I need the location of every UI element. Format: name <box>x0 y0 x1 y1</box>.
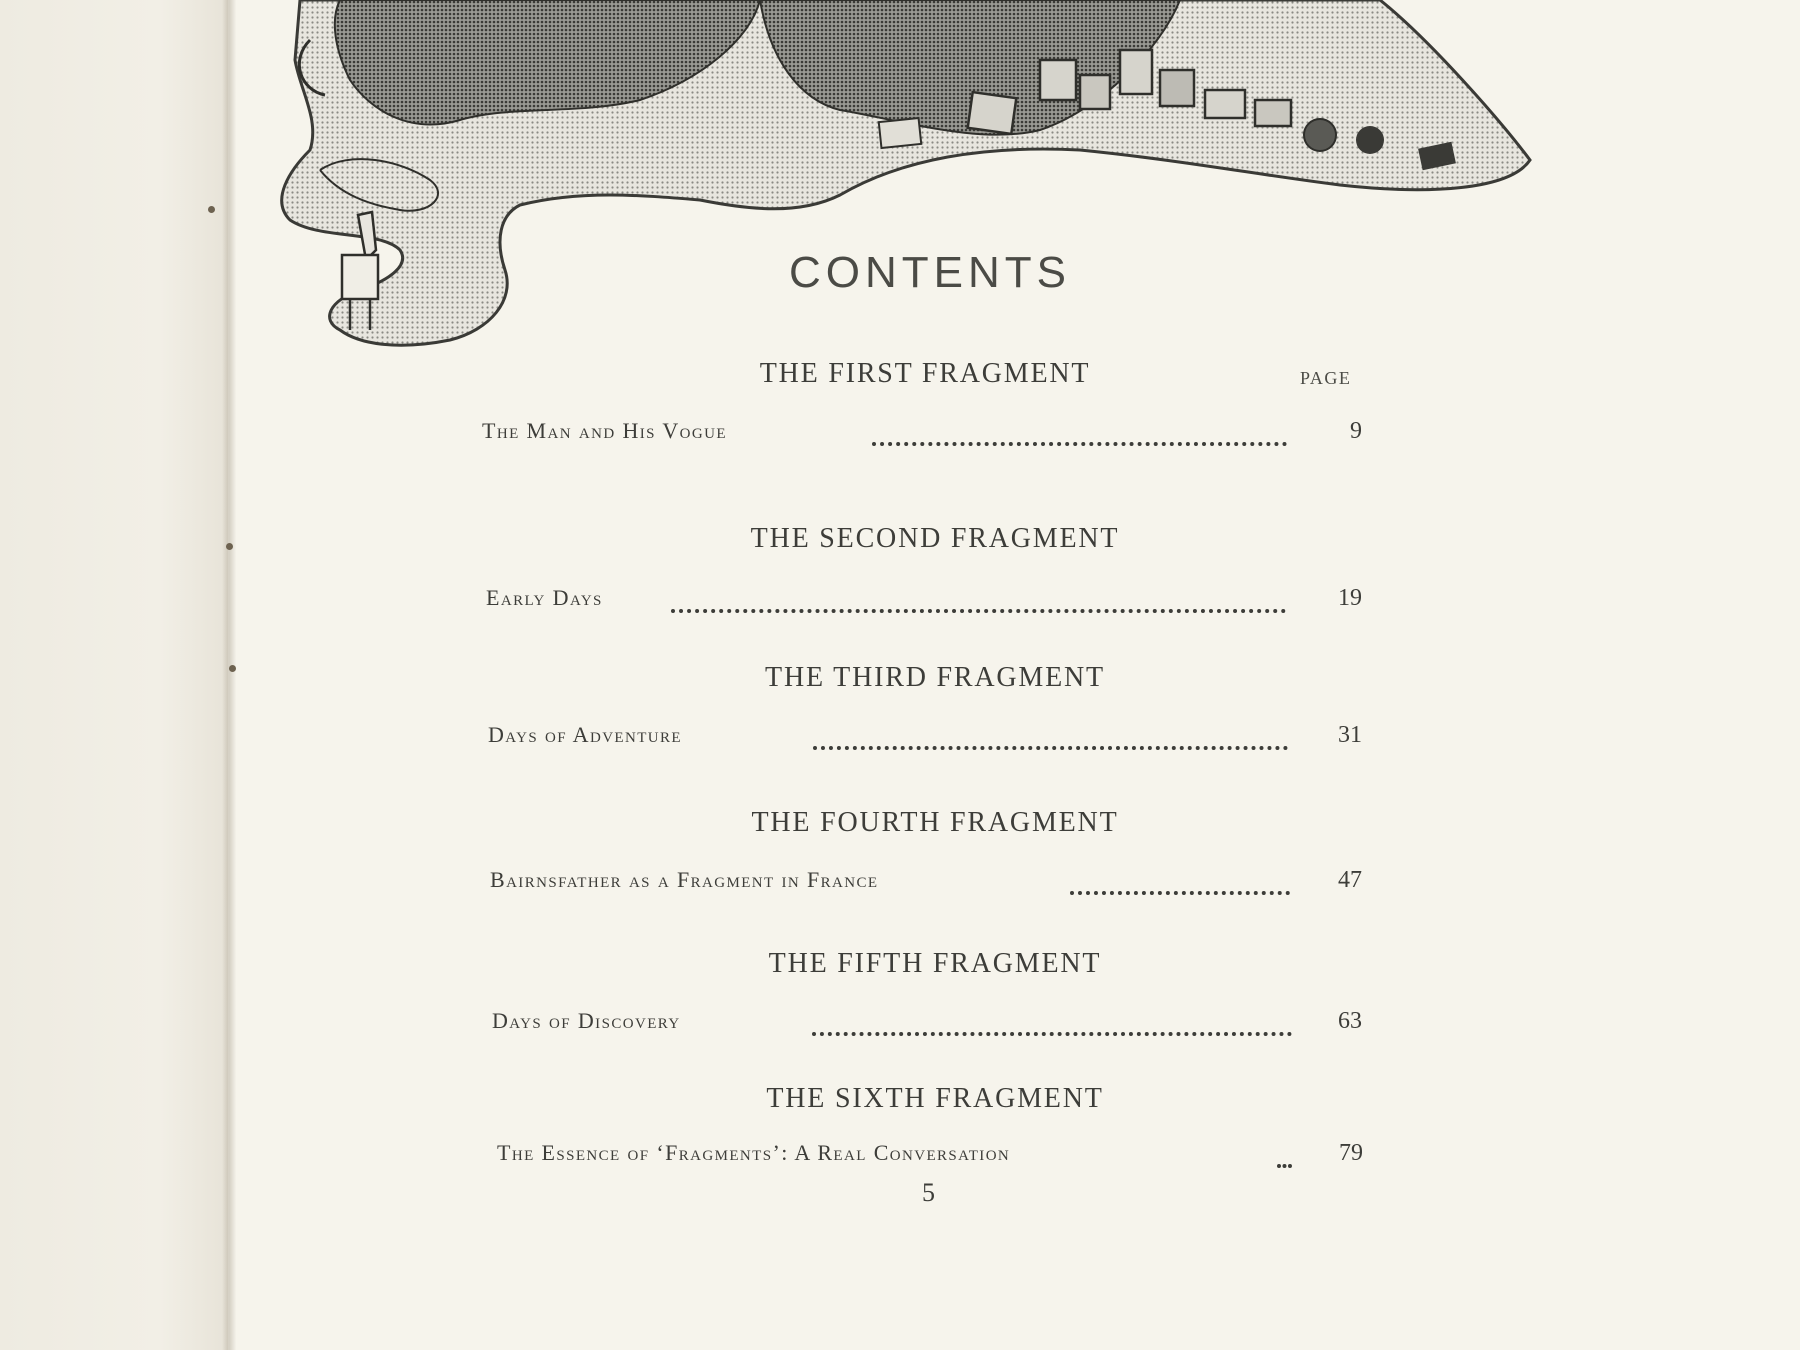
section-heading: THE SECOND FRAGMENT <box>750 523 1120 554</box>
toc-entry-page: 47 <box>1338 867 1362 893</box>
toc-entry[interactable] <box>488 722 1388 756</box>
toc-entry[interactable] <box>482 418 1382 452</box>
dot-leader <box>872 418 1287 446</box>
toc-entry[interactable] <box>490 867 1390 901</box>
dot-leader <box>1277 1140 1292 1168</box>
toc-entry-title: The Man and His Vogue <box>482 418 727 443</box>
dot-leader <box>671 585 1286 613</box>
toc-entry-page: 19 <box>1338 585 1362 611</box>
dot-leader <box>1070 867 1290 895</box>
section-heading: THE FOURTH FRAGMENT <box>751 807 1119 838</box>
section-heading: THE FIRST FRAGMENT <box>759 358 1091 389</box>
toc-entry-title: Days of Discovery <box>492 1008 681 1033</box>
dot-leader <box>812 1008 1292 1036</box>
toc-entry-page: 63 <box>1338 1008 1362 1034</box>
toc-entry-title: Bairnsfather as a Fragment in France <box>490 867 879 892</box>
page-number: 5 <box>922 1178 935 1207</box>
toc-entry-title: The Essence of ‘Fragments’: A Real Conversation <box>497 1140 1011 1165</box>
header-illustration <box>280 0 1540 360</box>
left-page <box>0 0 228 1350</box>
toc-entry-page: 9 <box>1350 418 1362 444</box>
binding-stitch <box>208 206 215 213</box>
section-heading: THE FIFTH FRAGMENT <box>768 948 1102 979</box>
book-gutter <box>222 0 236 1350</box>
page-column-label: PAGE <box>1300 368 1352 388</box>
contents-title: CONTENTS <box>789 248 1071 297</box>
toc-entry-page: 31 <box>1338 722 1362 748</box>
binding-stitch <box>229 665 236 672</box>
binding-stitch <box>226 543 233 550</box>
toc-entry-title: Early Days <box>486 585 603 610</box>
toc-entry-page: 79 <box>1339 1140 1363 1166</box>
toc-entry[interactable] <box>492 1008 1392 1042</box>
dot-leader <box>813 722 1288 750</box>
toc-entry[interactable] <box>486 585 1386 619</box>
toc-entry[interactable] <box>497 1140 1397 1174</box>
section-heading: THE SIXTH FRAGMENT <box>766 1083 1104 1114</box>
section-heading: THE THIRD FRAGMENT <box>765 662 1105 693</box>
toc-entry-title: Days of Adventure <box>488 722 682 747</box>
